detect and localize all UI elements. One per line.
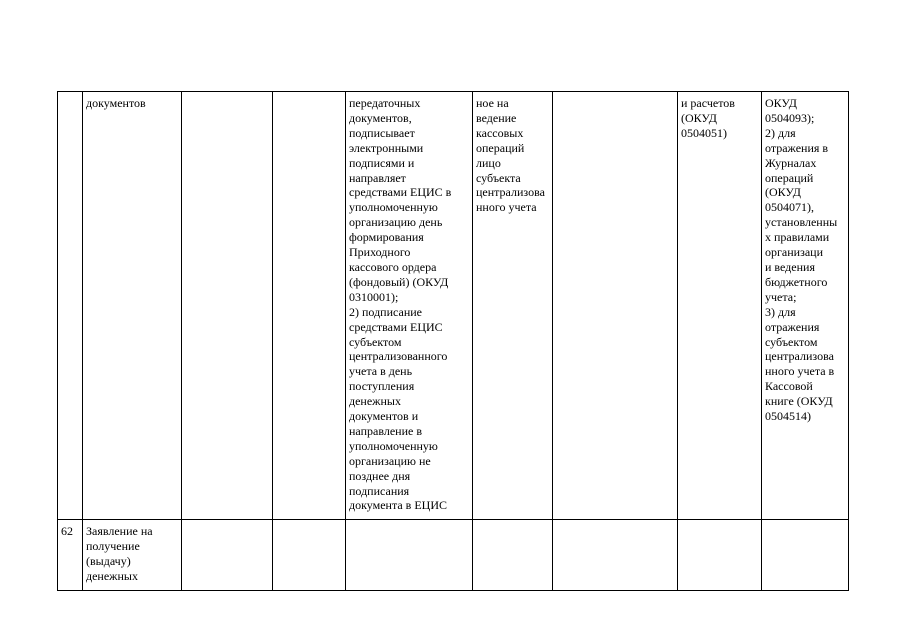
document-name-cell: Заявление на получение (выдачу) денежных xyxy=(83,520,182,591)
register-cell: и расчетов (ОКУД 0504051) xyxy=(678,92,762,520)
responsible-person-cell xyxy=(473,520,553,591)
register-cell xyxy=(678,520,762,591)
purpose-cell xyxy=(762,520,849,591)
purpose-cell: ОКУД 0504093); 2) для отражения в Журналах операций (ОКУД 0504071), установленны х правилами организаци и ведения бюджетного учета; 3) для отражения субъектом централизова нного учета в Кассовой книге (ОКУД 0504514) xyxy=(762,92,849,520)
responsible-person-cell: ное на ведение кассовых операций лицо субъекта централизова нного учета xyxy=(473,92,553,520)
table-cell-3 xyxy=(182,520,273,591)
procedure-cell xyxy=(346,520,473,591)
table-cell-4 xyxy=(273,92,346,520)
table-cell-3 xyxy=(182,92,273,520)
document-name-cell: документов xyxy=(83,92,182,520)
table-cell-7 xyxy=(553,92,678,520)
table-row xyxy=(58,520,849,591)
row-number-cell xyxy=(58,92,83,520)
table-cell-7 xyxy=(553,520,678,591)
row-number-cell: 62 xyxy=(58,520,83,591)
table-row xyxy=(58,92,849,520)
procedure-cell: передаточных документов, подписывает электронными подписями и направляет средствами ЕЦИС в уполномоченную организацию день формирования Приходного кассового ордера (фондовый) (ОКУД 0310001); 2) подписание средствами ЕЦИС субъектом централизованного учета в день поступления денежных документов и направление в уполномоченную организацию не позднее дня подписания документа в ЕЦИС xyxy=(346,92,473,520)
register-table xyxy=(57,91,849,591)
table-cell-4 xyxy=(273,520,346,591)
